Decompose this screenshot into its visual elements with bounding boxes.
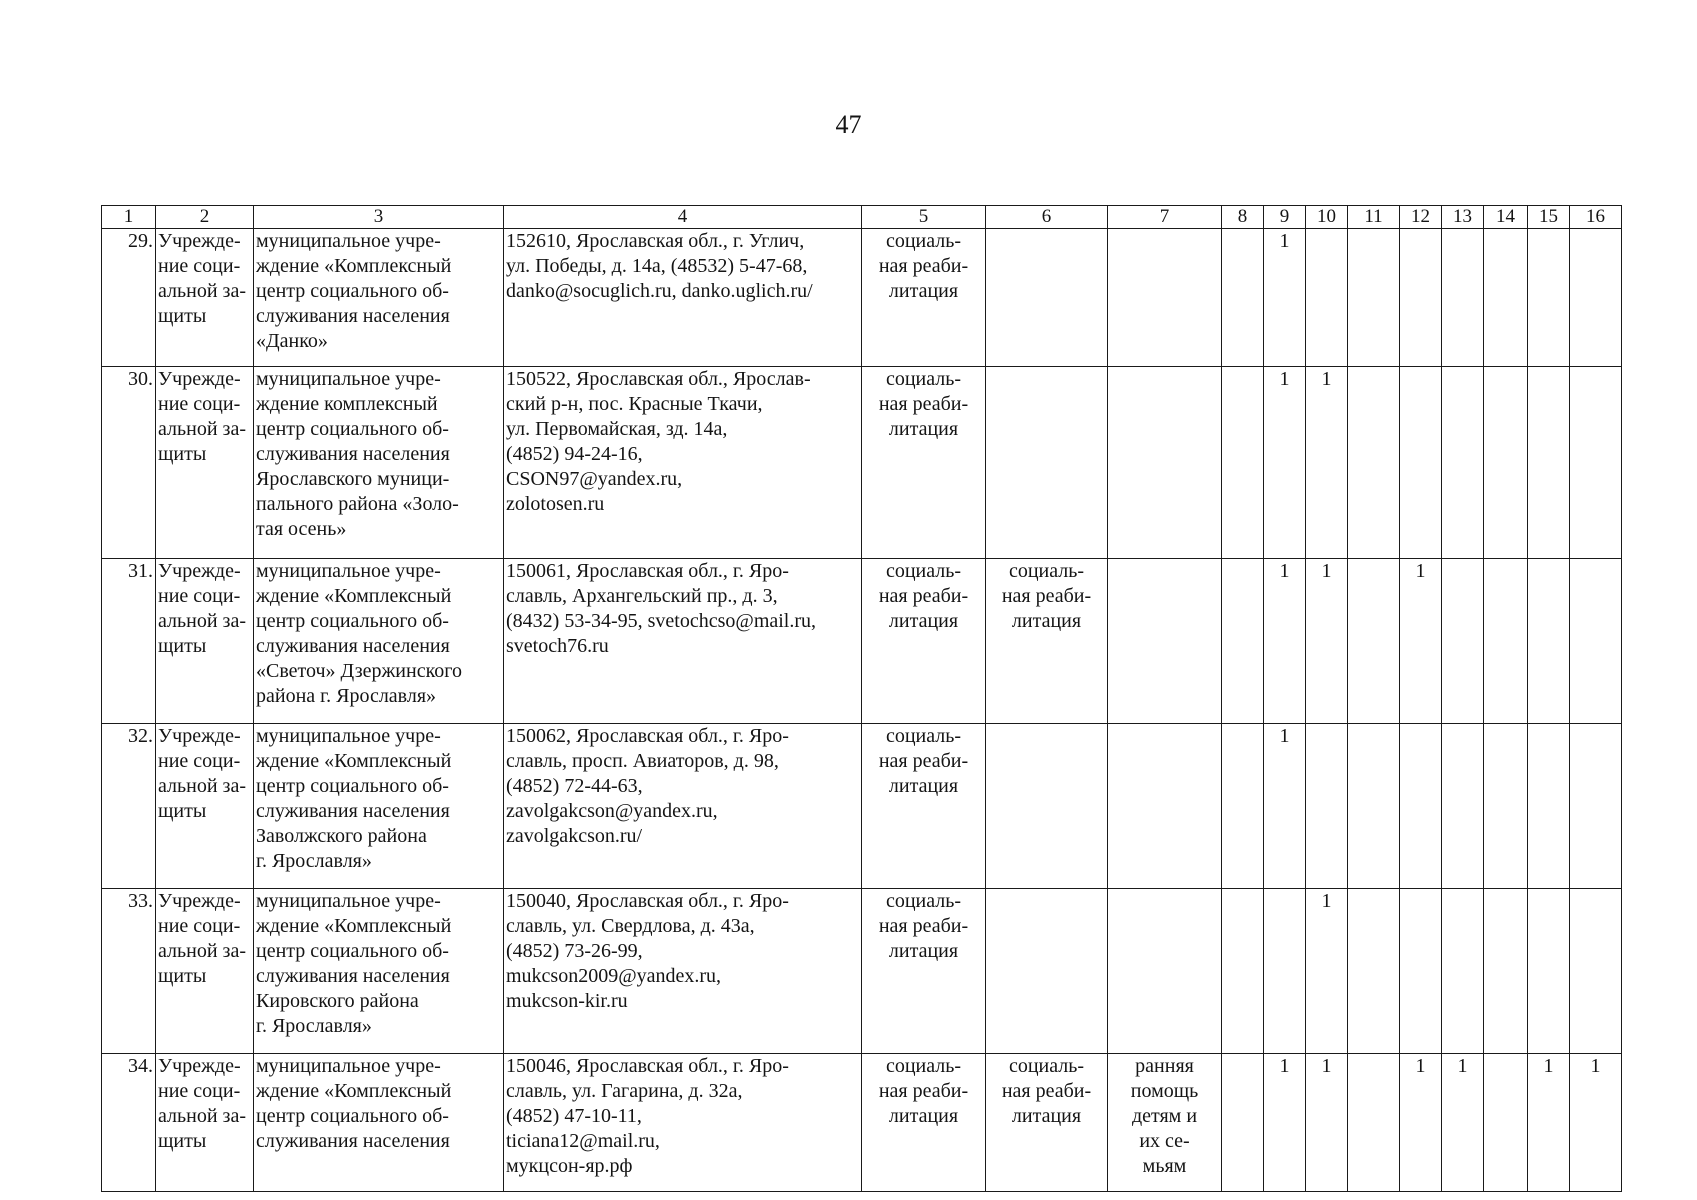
mark-cell-9: 1	[1264, 367, 1306, 559]
mark-cell-10: 1	[1306, 1054, 1348, 1192]
text-line: щиты	[158, 965, 207, 987]
text-line: danko@socuglich.ru, danko.uglich.ru/	[506, 280, 813, 302]
institution-type-cell	[156, 724, 254, 889]
text-line: центр социального об-	[256, 280, 449, 302]
column-number: 12	[1400, 206, 1442, 229]
text-line: «Светоч» Дзержинского	[256, 660, 462, 682]
service-cell-7	[1108, 724, 1222, 889]
row-number: 31.	[102, 559, 156, 724]
service-cell-5	[862, 889, 986, 1054]
text-line: пального района «Золо-	[256, 493, 459, 515]
mark-cell-10	[1306, 229, 1348, 367]
text-line: 150040, Ярославская обл., г. Яро-	[506, 890, 789, 912]
mark-cell-15	[1528, 559, 1570, 724]
institution-name-cell	[254, 889, 504, 1054]
text-line: социаль-	[885, 560, 962, 582]
institution-name-cell	[254, 559, 504, 724]
text-line: mukcson-kir.ru	[506, 990, 628, 1012]
text-line: литация	[888, 940, 959, 962]
mark-cell-12	[1400, 724, 1442, 889]
text-line: социаль-	[1008, 560, 1085, 582]
text-line: 150061, Ярославская обл., г. Яро-	[506, 560, 789, 582]
text-line: служивания населения	[256, 443, 450, 465]
mark-cell-8	[1222, 367, 1264, 559]
mark-cell-11	[1348, 559, 1400, 724]
mark-cell-13	[1442, 367, 1484, 559]
text-line: ние соци-	[158, 585, 241, 607]
mark-cell-14	[1484, 367, 1528, 559]
mark-cell-11	[1348, 229, 1400, 367]
institution-name-cell	[254, 724, 504, 889]
text-line: тая осень»	[256, 518, 347, 540]
text-line: щиты	[158, 800, 207, 822]
service-cell-6	[986, 724, 1108, 889]
column-number: 14	[1484, 206, 1528, 229]
text-line: щиты	[158, 305, 207, 327]
mark-cell-11	[1348, 367, 1400, 559]
mark-cell-16	[1570, 889, 1622, 1054]
text-line: литация	[888, 775, 959, 797]
mark-cell-10: 1	[1306, 367, 1348, 559]
mark-cell-13	[1442, 229, 1484, 367]
mark-cell-10: 1	[1306, 559, 1348, 724]
row-number: 30.	[102, 367, 156, 559]
text-line: центр социального об-	[256, 775, 449, 797]
mark-cell-16: 1	[1570, 1054, 1622, 1192]
text-line: ная реаби-	[878, 1080, 969, 1102]
text-line: ticiana12@mail.ru,	[506, 1130, 660, 1152]
text-line: их се-	[1139, 1130, 1190, 1152]
column-number: 1	[102, 206, 156, 229]
text-line: литация	[888, 418, 959, 440]
text-line: г. Ярославля»	[256, 850, 372, 872]
text-line: славль, ул. Гагарина, д. 32а,	[506, 1080, 743, 1102]
column-number: 7	[1108, 206, 1222, 229]
text-line: служивания населения	[256, 800, 450, 822]
text-line: щиты	[158, 635, 207, 657]
service-cell-6	[986, 1054, 1108, 1192]
text-line: детям и	[1131, 1105, 1198, 1127]
service-cell-6	[986, 559, 1108, 724]
mark-cell-8	[1222, 889, 1264, 1054]
text-line: социаль-	[885, 890, 962, 912]
institution-name-cell	[254, 229, 504, 367]
mark-cell-9: 1	[1264, 724, 1306, 889]
text-line: г. Ярославля»	[256, 1015, 372, 1037]
text-line: центр социального об-	[256, 1105, 449, 1127]
column-number: 15	[1528, 206, 1570, 229]
mark-cell-8	[1222, 559, 1264, 724]
text-line: ная реаби-	[878, 393, 969, 415]
text-line: литация	[888, 280, 959, 302]
mark-cell-12	[1400, 367, 1442, 559]
mark-cell-13	[1442, 889, 1484, 1054]
service-cell-5	[862, 1054, 986, 1192]
address-cell	[504, 559, 862, 724]
text-line: Учрежде-	[158, 725, 241, 747]
mark-cell-10: 1	[1306, 889, 1348, 1054]
service-cell-5	[862, 229, 986, 367]
text-line: муниципальное учре-	[256, 725, 441, 747]
text-line: славль, просп. Авиаторов, д. 98,	[506, 750, 779, 772]
text-line: Учрежде-	[158, 230, 241, 252]
text-line: ул. Победы, д. 14а, (48532) 5-47-68,	[506, 255, 808, 277]
row-number: 29.	[102, 229, 156, 367]
mark-cell-8	[1222, 724, 1264, 889]
text-line: альной за-	[158, 940, 246, 962]
column-number-row	[102, 206, 1622, 229]
text-line: 152610, Ярославская обл., г. Углич,	[506, 230, 805, 252]
mark-cell-9: 1	[1264, 1054, 1306, 1192]
text-line: служивания населения	[256, 965, 450, 987]
text-line: альной за-	[158, 775, 246, 797]
service-cell-7	[1108, 1054, 1222, 1192]
column-number: 11	[1348, 206, 1400, 229]
mark-cell-15	[1528, 367, 1570, 559]
column-number: 6	[986, 206, 1108, 229]
table-row	[102, 229, 1622, 367]
text-line: (4852) 94-24-16,	[506, 443, 643, 465]
text-line: ние соци-	[158, 255, 241, 277]
mark-cell-14	[1484, 889, 1528, 1054]
institution-type-cell	[156, 559, 254, 724]
mark-cell-11	[1348, 889, 1400, 1054]
mark-cell-11	[1348, 1054, 1400, 1192]
text-line: альной за-	[158, 418, 246, 440]
mark-cell-16	[1570, 229, 1622, 367]
text-line: ждение «Комплексный	[256, 255, 452, 277]
column-number: 10	[1306, 206, 1348, 229]
text-line: социаль-	[885, 368, 962, 390]
text-line: служивания населения	[256, 1130, 450, 1152]
text-line: Кировского района	[256, 990, 419, 1012]
text-line: центр социального об-	[256, 610, 449, 632]
mark-cell-12	[1400, 889, 1442, 1054]
address-cell	[504, 724, 862, 889]
text-line: ждение «Комплексный	[256, 585, 452, 607]
table-row	[102, 559, 1622, 724]
institutions-table	[101, 205, 1622, 1192]
mark-cell-15	[1528, 889, 1570, 1054]
address-cell	[504, 889, 862, 1054]
mark-cell-9	[1264, 889, 1306, 1054]
mark-cell-14	[1484, 1054, 1528, 1192]
mark-cell-10	[1306, 724, 1348, 889]
text-line: муниципальное учре-	[256, 368, 441, 390]
table-row	[102, 1054, 1622, 1192]
service-cell-6	[986, 229, 1108, 367]
column-number: 3	[254, 206, 504, 229]
mark-cell-16	[1570, 367, 1622, 559]
text-line: щиты	[158, 443, 207, 465]
text-line: ждение «Комплексный	[256, 1080, 452, 1102]
service-cell-5	[862, 559, 986, 724]
table-row	[102, 889, 1622, 1054]
text-line: 150062, Ярославская обл., г. Яро-	[506, 725, 789, 747]
mark-cell-8	[1222, 229, 1264, 367]
text-line: CSON97@yandex.ru,	[506, 468, 683, 490]
text-line: литация	[1011, 610, 1082, 632]
text-line: альной за-	[158, 280, 246, 302]
text-line: муниципальное учре-	[256, 890, 441, 912]
text-line: Учрежде-	[158, 890, 241, 912]
text-line: района г. Ярославля»	[256, 685, 437, 707]
service-cell-7	[1108, 889, 1222, 1054]
service-cell-5	[862, 367, 986, 559]
text-line: мьям	[1142, 1155, 1187, 1177]
table-row	[102, 367, 1622, 559]
text-line: литация	[888, 610, 959, 632]
mark-cell-9: 1	[1264, 559, 1306, 724]
column-number: 13	[1442, 206, 1484, 229]
text-line: литация	[888, 1105, 959, 1127]
mark-cell-16	[1570, 559, 1622, 724]
mark-cell-12: 1	[1400, 559, 1442, 724]
institution-type-cell	[156, 367, 254, 559]
mark-cell-14	[1484, 229, 1528, 367]
text-line: славль, ул. Свердлова, д. 43а,	[506, 915, 755, 937]
row-number: 33.	[102, 889, 156, 1054]
institution-name-cell	[254, 1054, 504, 1192]
text-line: (4852) 73-26-99,	[506, 940, 643, 962]
mark-cell-15	[1528, 724, 1570, 889]
text-line: муниципальное учре-	[256, 1055, 441, 1077]
text-line: 150522, Ярославская обл., Ярослав-	[506, 368, 811, 390]
text-line: щиты	[158, 1130, 207, 1152]
address-cell	[504, 367, 862, 559]
text-line: ная реаби-	[878, 585, 969, 607]
text-line: ная реаби-	[1001, 585, 1092, 607]
text-line: (8432) 53-34-95, svetochcso@mail.ru,	[506, 610, 817, 632]
mark-cell-11	[1348, 724, 1400, 889]
text-line: zolotosen.ru	[506, 493, 605, 515]
text-line: социаль-	[885, 725, 962, 747]
text-line: ждение «Комплексный	[256, 750, 452, 772]
mark-cell-12	[1400, 229, 1442, 367]
text-line: ранняя	[1135, 1055, 1194, 1077]
address-cell	[504, 1054, 862, 1192]
text-line: ул. Первомайская, зд. 14а,	[506, 418, 728, 440]
text-line: центр социального об-	[256, 940, 449, 962]
mark-cell-15	[1528, 229, 1570, 367]
mark-cell-14	[1484, 559, 1528, 724]
text-line: ние соци-	[158, 1080, 241, 1102]
text-line: (4852) 72-44-63,	[506, 775, 643, 797]
column-number: 8	[1222, 206, 1264, 229]
text-line: «Данко»	[256, 330, 328, 352]
text-line: ная реаби-	[878, 915, 969, 937]
institution-type-cell	[156, 229, 254, 367]
institution-type-cell	[156, 889, 254, 1054]
page-number: 47	[835, 110, 862, 139]
mark-cell-15: 1	[1528, 1054, 1570, 1192]
mark-cell-12: 1	[1400, 1054, 1442, 1192]
service-cell-7	[1108, 559, 1222, 724]
text-line: svetoch76.ru	[506, 635, 609, 657]
column-number: 4	[504, 206, 862, 229]
text-line: служивания населения	[256, 635, 450, 657]
column-number: 16	[1570, 206, 1622, 229]
row-number: 32.	[102, 724, 156, 889]
text-line: муниципальное учре-	[256, 560, 441, 582]
text-line: ние соци-	[158, 915, 241, 937]
column-number: 9	[1264, 206, 1306, 229]
text-line: ние соци-	[158, 393, 241, 415]
text-line: mukcson2009@yandex.ru,	[506, 965, 722, 987]
text-line: ждение «Комплексный	[256, 915, 452, 937]
mark-cell-13	[1442, 559, 1484, 724]
text-line: мукцсон-яр.рф	[506, 1155, 633, 1177]
text-line: ждение комплексный	[256, 393, 438, 415]
mark-cell-9: 1	[1264, 229, 1306, 367]
text-line: Учрежде-	[158, 368, 241, 390]
text-line: литация	[1011, 1105, 1082, 1127]
text-line: помощь	[1130, 1080, 1199, 1102]
service-cell-7	[1108, 367, 1222, 559]
text-line: zavolgakcson@yandex.ru,	[506, 800, 718, 822]
text-line: славль, Архангельский пр., д. 3,	[506, 585, 778, 607]
text-line: центр социального об-	[256, 418, 449, 440]
text-line: (4852) 47-10-11,	[506, 1105, 642, 1127]
mark-cell-13	[1442, 724, 1484, 889]
mark-cell-8	[1222, 1054, 1264, 1192]
text-line: социаль-	[1008, 1055, 1085, 1077]
institution-name-cell	[254, 367, 504, 559]
text-line: Учрежде-	[158, 1055, 241, 1077]
service-cell-7	[1108, 229, 1222, 367]
text-line: социаль-	[885, 1055, 962, 1077]
text-line: ние соци-	[158, 750, 241, 772]
table-row	[102, 724, 1622, 889]
column-number: 2	[156, 206, 254, 229]
text-line: zavolgakcson.ru/	[506, 825, 643, 847]
text-line: ная реаби-	[1001, 1080, 1092, 1102]
address-cell	[504, 229, 862, 367]
text-line: ский р-н, пос. Красные Ткачи,	[506, 393, 763, 415]
text-line: Ярославского муници-	[256, 468, 450, 490]
service-cell-6	[986, 889, 1108, 1054]
text-line: Учрежде-	[158, 560, 241, 582]
row-number: 34.	[102, 1054, 156, 1192]
text-line: ная реаби-	[878, 750, 969, 772]
mark-cell-14	[1484, 724, 1528, 889]
text-line: служивания населения	[256, 305, 450, 327]
text-line: ная реаби-	[878, 255, 969, 277]
column-number: 5	[862, 206, 986, 229]
text-line: альной за-	[158, 1105, 246, 1127]
text-line: социаль-	[885, 230, 962, 252]
mark-cell-16	[1570, 724, 1622, 889]
service-cell-5	[862, 724, 986, 889]
text-line: Заволжского района	[256, 825, 427, 847]
text-line: 150046, Ярославская обл., г. Яро-	[506, 1055, 789, 1077]
institution-type-cell	[156, 1054, 254, 1192]
mark-cell-13: 1	[1442, 1054, 1484, 1192]
text-line: альной за-	[158, 610, 246, 632]
service-cell-6	[986, 367, 1108, 559]
text-line: муниципальное учре-	[256, 230, 441, 252]
